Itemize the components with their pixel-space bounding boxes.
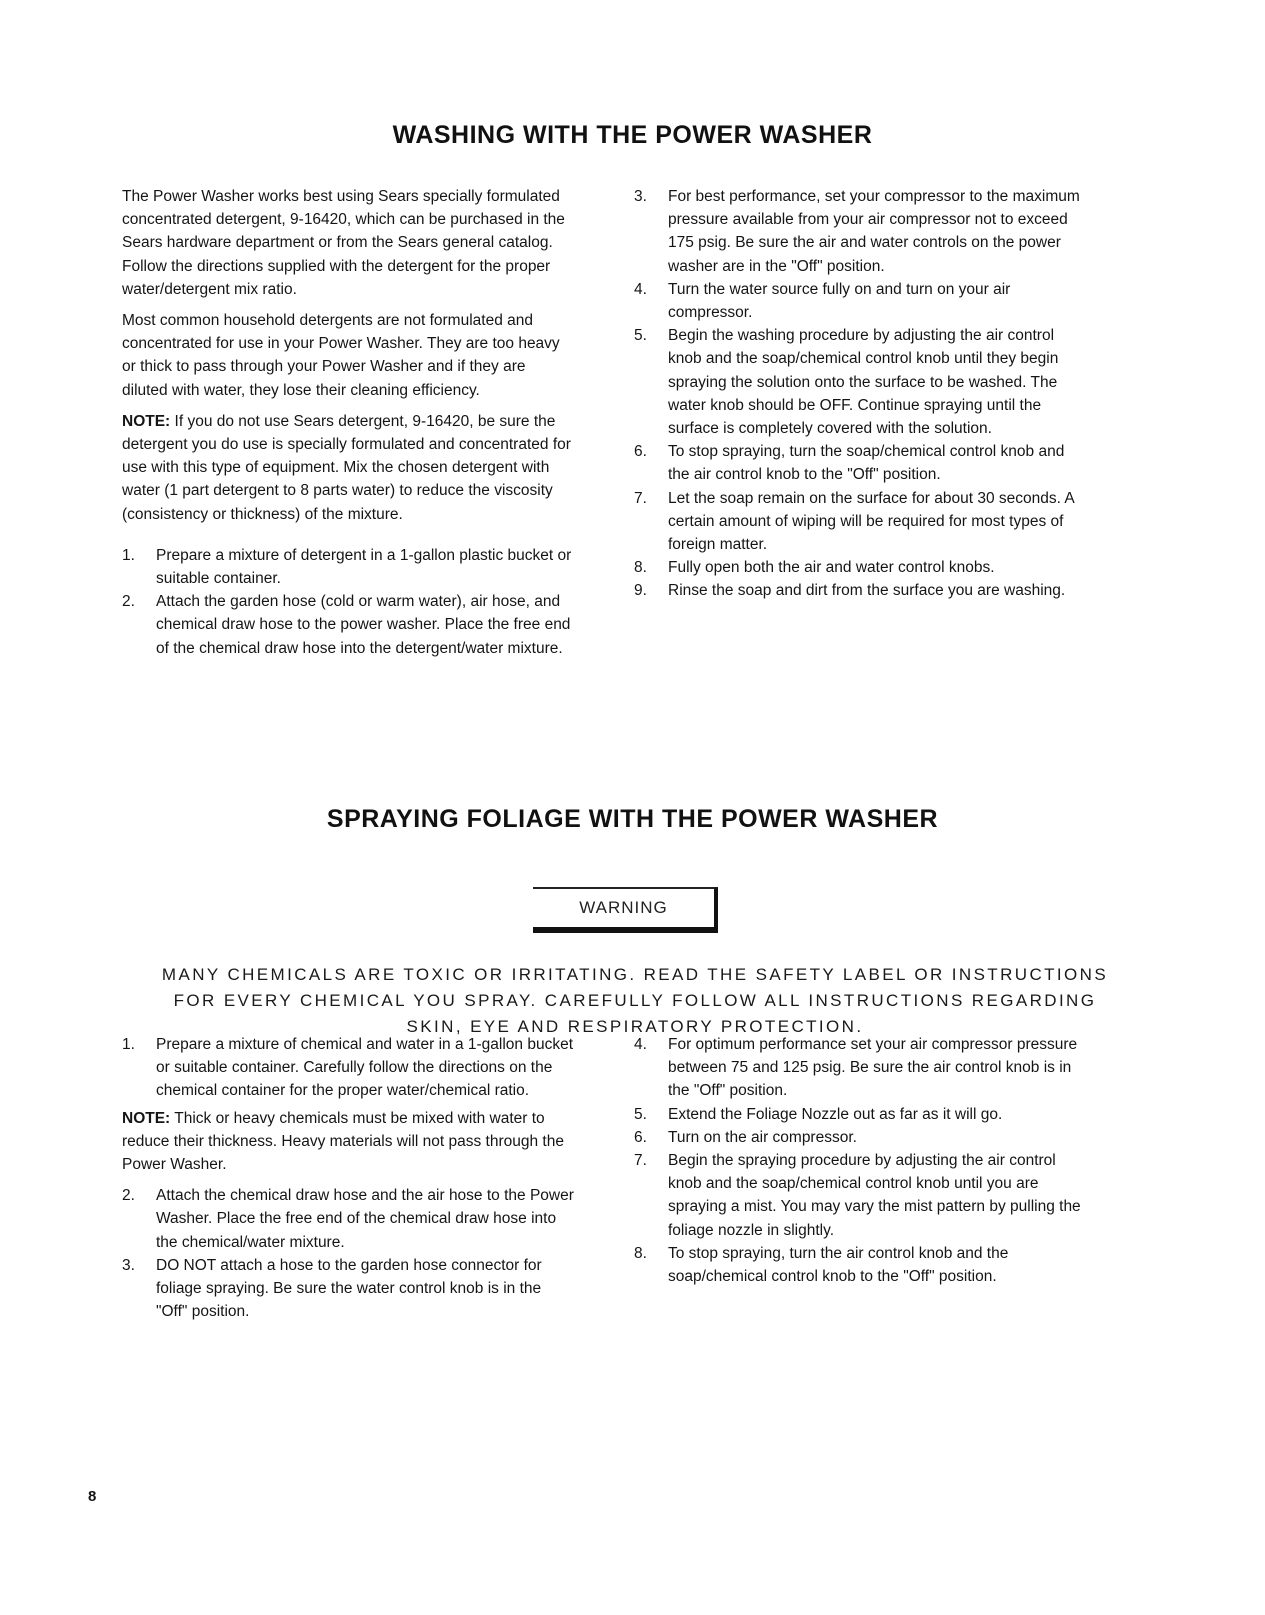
step-number: 6. (634, 443, 647, 461)
step-number: 2. (122, 1187, 135, 1205)
step-number: 1. (122, 1036, 135, 1053)
foliage-steps-left (122, 1184, 574, 1323)
step-text: To stop spraying, turn the air control knob and the soap/chemical control knob to the "Off" position. (668, 1244, 1009, 1286)
list-item (122, 544, 574, 590)
note-label: NOTE: (122, 412, 171, 430)
foliage-note-paragraph (122, 1107, 574, 1177)
section-title-foliage: SPRAYING FOLIAGE WITH THE POWER WASHER (326, 805, 939, 833)
list-item (634, 185, 1090, 278)
note-text: If you do not use Sears detergent, 9-16420, be sure the detergent you do use is specially formulated and concentrated for use with this type of equipment. Mix the chosen detergent with water (1 part detergent to 8 parts water) to reduce the viscosity (consistency or thickness) of the mixture. (122, 412, 571, 523)
washing-note-paragraph (122, 410, 574, 526)
step-number: 4. (634, 1036, 647, 1053)
washing-steps-right (634, 185, 1090, 603)
step-text: Attach the chemical draw hose and the air hose to the Power Washer. Place the free end of the chemical draw hose into the chemical/water mixture. (156, 1187, 574, 1251)
step-number: 5. (634, 1105, 647, 1123)
step-number: 7. (634, 1152, 647, 1170)
list-item (634, 278, 1090, 324)
step-number: 5. (634, 327, 647, 345)
step-number: 4. (634, 280, 647, 298)
foliage-steps-first (122, 1033, 574, 1103)
list-item (634, 1033, 1090, 1103)
step-text: Extend the Foliage Nozzle out as far as it will go. (668, 1105, 1003, 1123)
washing-steps-left (122, 544, 574, 660)
step-text: Let the soap remain on the surface for about 30 seconds. A certain amount of wiping will be required for most types of foreign matter. (668, 489, 1074, 554)
step-text: For optimum performance set your air compressor pressure between 75 and 125 psig. Be sure the air control knob is in the "Off" position. (668, 1036, 1078, 1100)
list-item (634, 1103, 1090, 1126)
list-item (122, 1184, 574, 1254)
step-text: Turn the water source fully on and turn on your air compressor. (668, 280, 1011, 322)
warning-text: MANY CHEMICALS ARE TOXIC OR IRRITATING. READ THE SAFETY LABEL OR INSTRUCTIONS FOR EVERY CHEMICAL YOU SPRAY. CAREFULLY FOLLOW ALL INSTRUCTIONS REGARDING SKIN, EYE AND RESPIRATORY PROTECTION. (161, 965, 1109, 1036)
step-number: 3. (122, 1256, 135, 1274)
step-text: Turn on the air compressor. (668, 1128, 857, 1146)
step-number: 8. (634, 559, 647, 577)
washing-left-column (122, 185, 574, 660)
warning-box (533, 887, 718, 933)
page-number: 8 (88, 1488, 97, 1505)
step-number: 1. (122, 546, 135, 564)
foliage-steps-right (634, 1033, 1090, 1288)
list-item (634, 1126, 1090, 1149)
step-number: 6. (634, 1128, 647, 1146)
list-item (634, 487, 1090, 557)
list-item (634, 440, 1090, 486)
list-item (122, 1254, 574, 1324)
list-item (634, 1242, 1090, 1288)
washing-intro-paragraph: The Power Washer works best using Sears specially formulated concentrated detergent, 9-16420, which can be purchased in the Sears hardware department or from the Sears general catalog. Follow the directions supplied with the detergent for the proper water/detergent mix ratio. (122, 188, 565, 298)
step-text: Begin the washing procedure by adjusting the air control knob and the soap/chemical control knob until they begin spraying the solution onto the surface to be washed. The water knob should be OFF. Continue spraying until the surface is completely covered with the solution. (668, 327, 1059, 438)
list-item (634, 579, 1090, 602)
section-title-washing: WASHING WITH THE POWER WASHER (392, 121, 873, 149)
step-text: To stop spraying, turn the soap/chemical control knob and the air control knob to the "Off" position. (668, 443, 1065, 484)
warning-label: WARNING (579, 898, 668, 917)
household-detergent-paragraph: Most common household detergents are not formulated and concentrated for use in your Power Washer. They are too heavy or thick to pass through your Power Washer and if they are diluted with water, they lose their cleaning efficiency. (122, 312, 560, 399)
washing-right-column (634, 185, 1090, 603)
list-item (122, 1033, 574, 1103)
list-item (634, 324, 1090, 440)
note-text: Thick or heavy chemicals must be mixed with water to reduce their thickness. Heavy materials will not pass through the Power Washer. (122, 1109, 564, 1174)
step-number: 8. (634, 1244, 647, 1262)
step-number: 2. (122, 593, 135, 611)
foliage-left-column (122, 1033, 574, 1323)
step-number: 7. (634, 489, 647, 507)
step-text: Attach the garden hose (cold or warm water), air hose, and chemical draw hose to the power washer. Place the free end of the chemical draw hose into the detergent/water mixture. (156, 593, 571, 657)
list-item (634, 556, 1090, 579)
note-label: NOTE: (122, 1109, 171, 1127)
step-text: DO NOT attach a hose to the garden hose connector for foliage spraying. Be sure the water control knob is in the "Off" position. (156, 1256, 542, 1321)
foliage-right-column (634, 1033, 1090, 1288)
list-item (634, 1149, 1090, 1242)
list-item (122, 590, 574, 660)
step-text: Begin the spraying procedure by adjusting the air control knob and the soap/chemical control knob until you are spraying a mist. You may vary the mist pattern by pulling the foliage nozzle in slightly. (668, 1152, 1081, 1239)
step-number: 9. (634, 582, 647, 600)
step-text: For best performance, set your compressor to the maximum pressure available from your air compressor not to exceed 175 psig. Be sure the air and water controls on the power washer are in the "Off" position. (668, 188, 1080, 275)
step-text: Prepare a mixture of chemical and water in a 1-gallon bucket or suitable container. Carefully follow the directions on the chemical container for the proper water/chemical ratio. (156, 1036, 573, 1100)
step-text: Prepare a mixture of detergent in a 1-gallon plastic bucket or suitable container. (156, 546, 572, 588)
step-text: Fully open both the air and water control knobs. (668, 559, 995, 577)
step-number: 3. (634, 188, 647, 205)
step-text: Rinse the soap and dirt from the surface you are washing. (668, 582, 1066, 600)
